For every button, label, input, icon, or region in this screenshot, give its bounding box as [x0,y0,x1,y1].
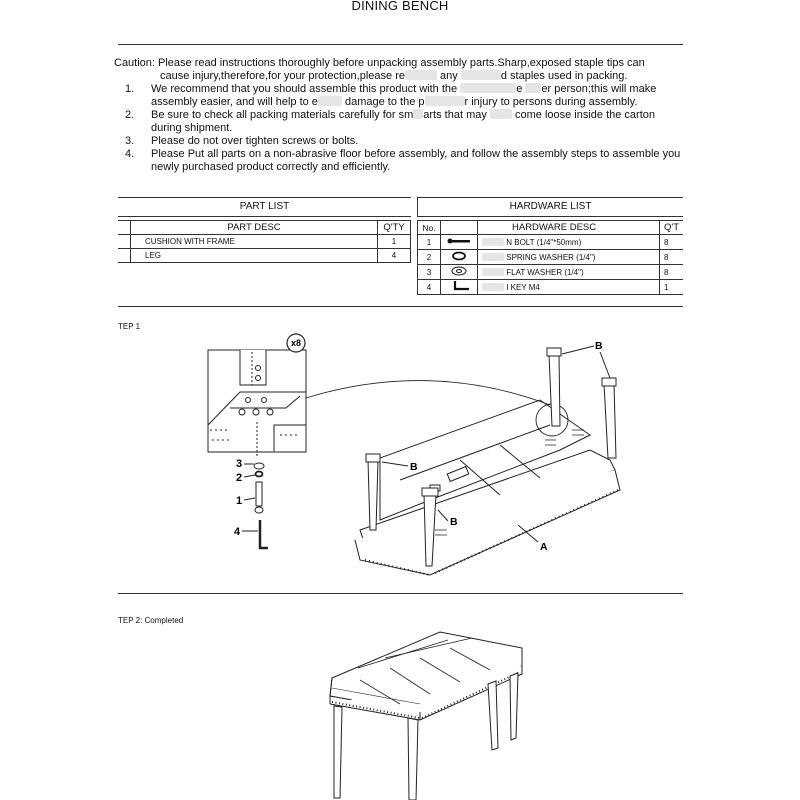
leg-foot [602,378,616,386]
table-row [118,249,411,263]
part-desc-cell: CUSHION WITH FRAME [131,235,378,249]
bench-frame [355,400,620,575]
note-text: e [516,83,523,95]
callout-leader [382,462,408,466]
caution-text: any [440,70,458,82]
callout-2: 2 [236,472,243,484]
table-row [418,235,684,250]
redaction [460,83,516,93]
note-number: 2. [125,109,135,121]
bolt-icon [256,482,262,506]
callout-leader [562,346,594,354]
hardware-desc-cell [478,265,660,280]
redaction [413,109,423,119]
leg-foot [422,488,438,496]
callout-b: B [410,461,418,473]
table-row [418,265,684,280]
leg [604,384,616,458]
redaction [525,83,541,93]
part-list [118,197,411,263]
step1-label: TEP 1 [118,322,141,331]
table-cell [118,235,131,249]
note-text: during shipment. [151,122,233,134]
hardware-desc-cell [478,250,660,265]
note-text: damage to the p [345,96,425,108]
part-desc-header: PART DESC [131,221,378,235]
table-header [418,221,684,235]
instruction-note [118,83,688,109]
leg [488,681,498,750]
instruction-note [118,109,688,135]
no-column-header [118,221,131,235]
note-text: Please Put all parts on a non-abrasive floor before assembly, and follow the assembly steps to assemble you [151,148,681,160]
hardware-list [417,197,683,295]
redaction [482,238,504,246]
redaction [318,96,342,106]
hardware-list-table [417,220,683,295]
redaction [482,268,504,276]
note-text: come loose inside the carton [514,109,656,121]
note-text: Be sure to check all packing materials carefully for sm [151,109,414,121]
callout-b: B [595,340,603,352]
hardware-desc-text: N BOLT (1/4"*50mm) [506,237,582,247]
no-header: No. [418,221,441,235]
note-text: assembly easier, and will help to e [151,96,318,108]
redaction [490,109,512,119]
qty-cell: 8 [659,265,683,280]
note-number: 1. [125,83,135,95]
table-row [118,235,411,249]
hardware-list-title: HARDWARE LIST [417,197,683,217]
bolt-icon [441,235,478,250]
qty-cell: 1 [378,235,411,249]
callout-leader [600,352,610,378]
allen-key-icon [441,280,478,295]
redaction [461,70,501,80]
callout-leader [244,475,255,477]
instruction-note [118,135,688,148]
callout-4: 4 [234,526,241,538]
callout-1: 1 [236,495,243,507]
icon-column-header [441,221,478,235]
table-row [418,280,684,295]
no-cell: 4 [418,280,441,295]
note-text: newly purchased product correctly and efficiently. [151,161,391,173]
divider [118,593,683,594]
callout-3: 3 [236,458,243,470]
leg [408,718,418,800]
qty-header: Q'TY [378,221,411,235]
qty-cell: 8 [659,250,683,265]
table-cell [118,249,131,263]
part-desc-cell: LEG [131,249,378,263]
redaction [482,283,504,291]
no-cell: 3 [418,265,441,280]
table-row [418,250,684,265]
note-text: arts that may [423,109,487,121]
redaction [425,96,465,106]
step1-illustration [200,330,640,590]
hardware-desc-text: I KEY M4 [506,282,540,292]
caution-block [114,57,688,174]
leg-foot [547,348,561,356]
spring-washer-icon [256,472,263,477]
completed-bench-illustration [290,618,530,800]
allen-key-icon [260,520,268,548]
spring-washer-icon [441,250,478,265]
note-text: r injury to persons during assembly. [464,96,638,108]
table-header [118,221,411,235]
note-number: 4. [125,148,135,160]
qty-cell: 8 [659,235,683,250]
divider [118,44,683,45]
hardware-desc-text: FLAT WASHER (1/4") [506,267,584,277]
page-title: DINING BENCH [351,0,449,13]
part-list-table [118,220,411,263]
detail-connector [306,381,550,405]
multiplier-text: x8 [290,338,302,348]
part-list-title: PART LIST [118,197,411,217]
redaction [405,70,437,80]
hardware-desc-text: SPRING WASHER (1/4") [506,252,596,262]
leg [334,706,342,798]
caution-line: Caution: Please read instructions thoroughly before unpacking assembly parts.Sharp,exposed staple tips can [114,57,645,69]
step2-label: TEP 2: Completed [118,616,184,625]
bolt-head-icon [255,507,263,513]
callout-a: A [540,541,548,553]
callout-leader [244,498,255,500]
instruction-note [118,148,688,174]
qty-header: Q'T [659,221,683,235]
leg-foot [366,454,380,462]
note-text: Please do not over tighten screws or bolts. [151,135,359,147]
hardware-desc-cell [478,280,660,295]
no-cell: 1 [418,235,441,250]
leg [510,673,518,740]
leg [368,460,378,530]
callout-b: B [450,516,458,528]
redaction [482,253,504,261]
hardware-desc-cell [478,235,660,250]
note-text: We recommend that you should assemble this product with the [151,83,458,95]
flat-washer-icon [254,463,264,469]
flat-washer-icon [441,265,478,280]
caution-text: cause injury,therefore,for your protection,please re [160,70,405,82]
leg [549,354,560,426]
hardware-desc-header: HARDWARE DESC [478,221,660,235]
no-cell: 2 [418,250,441,265]
qty-cell: 4 [378,249,411,263]
caution-line [118,70,688,83]
note-text: er person;this will make [541,83,657,95]
caution-text: d staples used in packing. [500,70,628,82]
qty-cell: 1 [659,280,683,295]
divider [118,306,683,307]
note-number: 3. [125,135,135,147]
